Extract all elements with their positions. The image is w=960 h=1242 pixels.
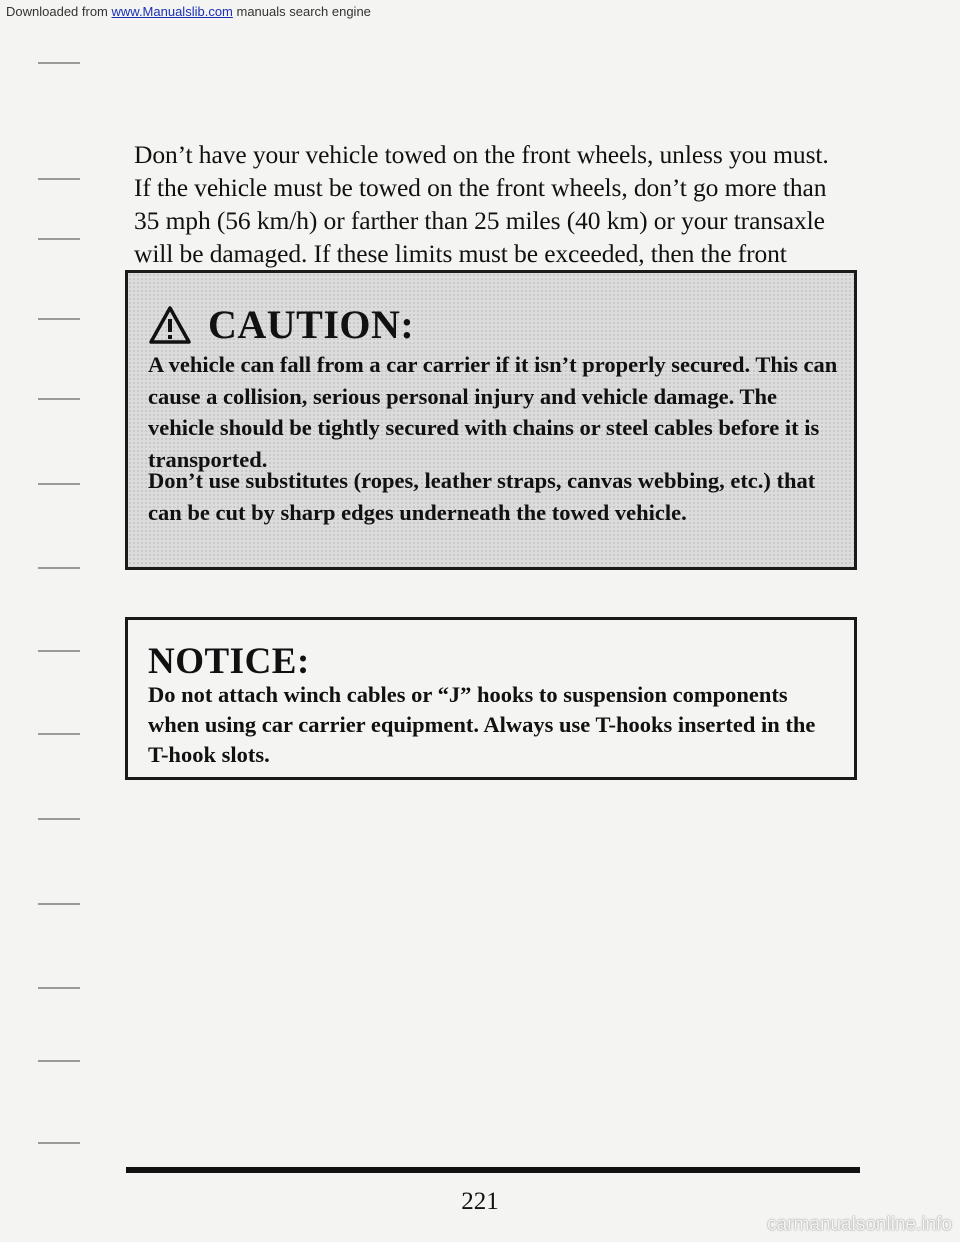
- caution-paragraph: A vehicle can fall from a car carrier if it isn’t properly secured. This can cause a collision, serious personal injury and vehicle damage. The vehicle should be tightly secured with chains or steel cables before it is transported.: [148, 352, 838, 472]
- footer-rule: [126, 1167, 860, 1173]
- margin-tick: [38, 987, 80, 989]
- watermark-prefix: Downloaded from: [6, 4, 112, 19]
- caution-box: [125, 270, 857, 570]
- margin-tick: [38, 733, 80, 735]
- margin-tick: [38, 650, 80, 652]
- margin-tick: [38, 1142, 80, 1144]
- page-number: 221: [461, 1188, 499, 1215]
- notice-title: NOTICE:: [148, 641, 310, 682]
- bottom-watermark: carmanualsonline.info: [767, 1214, 952, 1235]
- margin-tick: [38, 567, 80, 569]
- margin-tick: [38, 62, 80, 64]
- manualslib-link[interactable]: www.Manualslib.com: [111, 4, 233, 19]
- intro-paragraph: Don’t have your vehicle towed on the front wheels, unless you must. If the vehicle must be towed on the front wheels, don’t go more than 35 mph (56 km/h) or farther than 25 miles (40 km) or your transaxle will be damaged. If these limits must be exceeded, then the front: [134, 140, 829, 268]
- margin-tick: [38, 398, 80, 400]
- caution-heading: [148, 301, 414, 348]
- warning-triangle-icon: [148, 305, 192, 345]
- margin-tick: [38, 818, 80, 820]
- margin-tick: [38, 483, 80, 485]
- caution-title: CAUTION:: [208, 302, 415, 347]
- watermark-suffix: manuals search engine: [232, 4, 371, 19]
- margin-tick: [38, 238, 80, 240]
- margin-tick: [38, 178, 80, 180]
- margin-tick: [38, 318, 80, 320]
- top-watermark: [6, 4, 371, 19]
- margin-tick: [38, 1060, 80, 1062]
- margin-tick: [38, 903, 80, 905]
- notice-box: [125, 617, 857, 780]
- notice-text: Do not attach winch cables or “J” hooks to suspension components when using car carrier equipment. Always use T-hooks inserted in the T-hook slots.: [148, 682, 816, 767]
- caution-paragraph: Don’t use substitutes (ropes, leather straps, canvas webbing, etc.) that can be cut by sharp edges underneath the towed vehicle.: [148, 468, 816, 525]
